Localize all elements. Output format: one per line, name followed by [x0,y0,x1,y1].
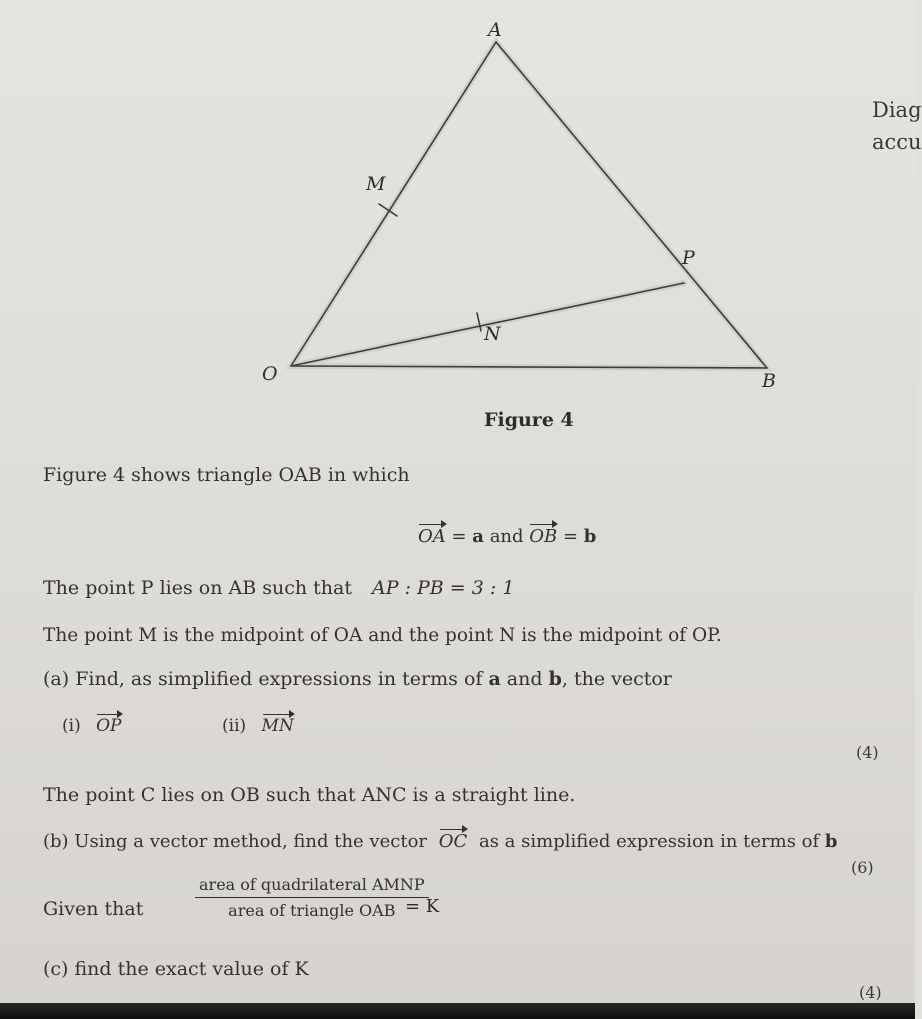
side-note-line2: accu [872,130,922,154]
given-label: Given that [43,898,144,920]
side-ab [496,42,767,368]
point-b-label: B [762,370,776,392]
equals-k: = K [405,896,440,917]
triangle-diagram [0,0,915,400]
part-b-marks: (6) [851,858,874,877]
vector-op: OP [96,712,121,736]
midpoint-statement: The point M is the midpoint of OA and the point N is the midpoint of OP. [43,625,722,646]
part-a-marks: (4) [856,743,879,762]
point-m-label: M [366,173,386,195]
part-a-i: (i) OP [62,712,122,736]
part-a-ii: (ii) MN [222,712,294,736]
point-c-statement: The point C lies on OB such that ANC is a straight line. [43,784,576,806]
part-c-question: (c) find the exact value of K [43,958,309,980]
part-c-marks: (4) [859,983,882,1002]
vector-a-symbol: a [472,526,484,547]
intro-text: Figure 4 shows triangle OAB in which [43,464,410,486]
part-b-question: (b) Using a vector method, find the vector OC as a simplified expression in terms of b [43,827,838,852]
figure-caption: Figure 4 [484,409,574,431]
vector-oa: OA [418,522,446,547]
ratio-ap-pb: AP : PB = 3 : 1 [372,577,515,599]
fraction-numerator: area of quadrilateral AMNP [195,875,429,898]
vector-b-symbol: b [583,526,597,547]
point-o-label: O [262,363,278,385]
vector-ob: OB [529,522,557,547]
area-ratio-fraction [195,875,429,920]
vector-mn: MN [262,712,294,736]
part-a-question: (a) Find, as simplified expressions in terms of a and b, the vector [43,668,672,690]
point-n-label: N [484,323,501,345]
vector-oc: OC [439,827,468,852]
fraction-denominator: area of triangle OAB [228,901,396,920]
page-bottom-edge [0,1003,915,1019]
side-oa [291,42,496,366]
point-p-label: P [682,247,695,269]
side-note-line1: Diag [872,98,922,122]
vector-definitions: OA = a and OB = b [418,522,596,547]
point-p-statement: The point P lies on AB such that AP : PB = 3 : 1 [43,577,515,599]
point-a-label: A [488,19,502,41]
